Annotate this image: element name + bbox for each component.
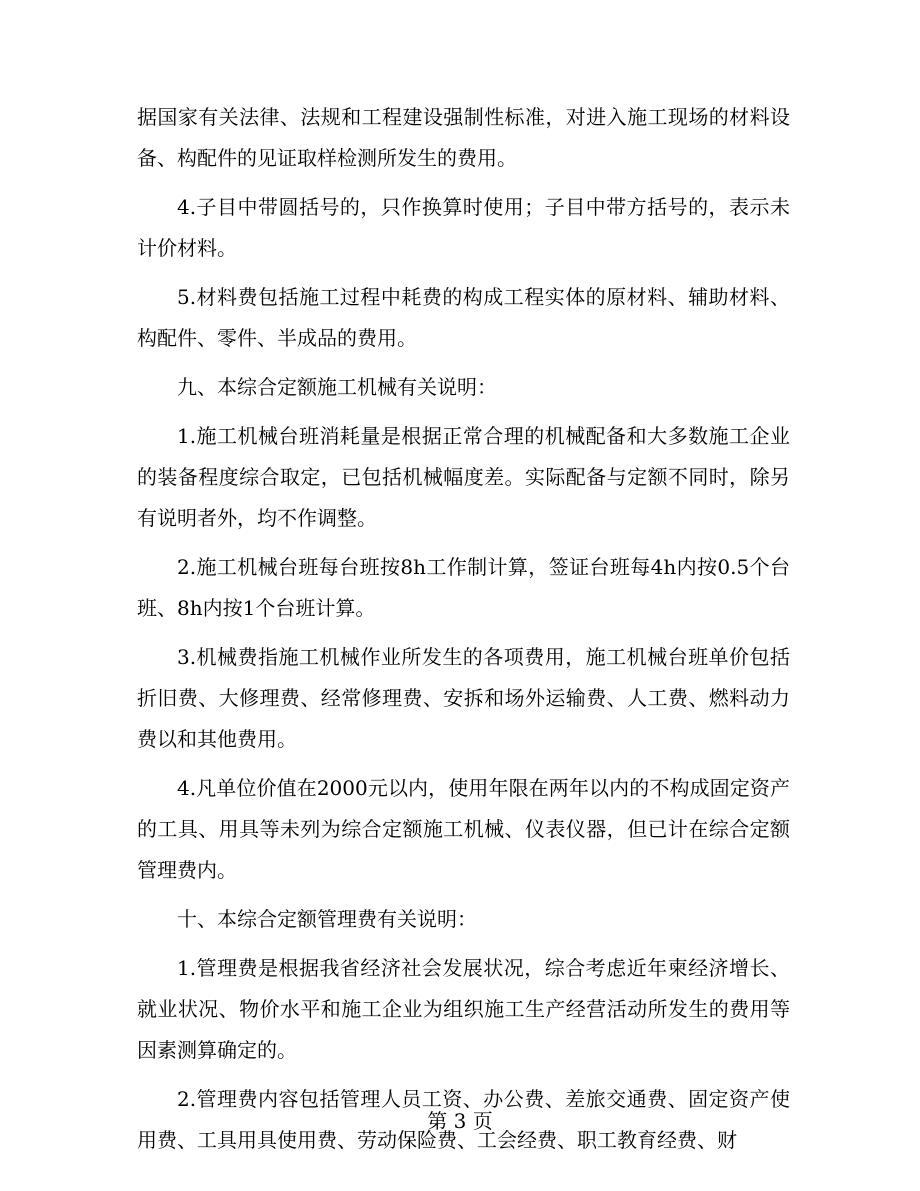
section-heading-9: 九、本综合定额施工机械有关说明： <box>177 375 497 399</box>
paragraph-10: 1.管理费是根据我省经济社会发展状况，综合考虑近年柬经济增长、就业状况、物价水平和施工企业为组织施工生产经营活动所发生的费用等因素测算确定的。 <box>137 956 790 1062</box>
paragraph-7: 3.机械费指施工机械作业所发生的各项费用，施工机械台班单价包括折旧费、大修理费、经常修理费、安拆和场外运输费、人工费、燃料动力费以和其他费用。 <box>137 645 790 751</box>
section-heading-10: 十、本综合定额管理费有关说明： <box>177 907 477 931</box>
paragraph-1: 据国家有关法律、法规和工程建设强制性标准，对进入施工现场的材料设备、构配件的见证取样检测所发生的费用。 <box>137 105 790 170</box>
page-body <box>137 97 790 1169</box>
page-number: 第 3 页 <box>427 1109 493 1133</box>
paragraph-6: 2.施工机械台班每台班按8h工作制计算，签证台班每4h内按0.5个台班、8h内按1个台班计算。 <box>137 555 790 620</box>
paragraph-2: 4.子目中带圆括号的，只作换算时使用；子目中带方括号的，表示未计价材料。 <box>137 195 790 260</box>
paragraph-5: 1.施工机械台班消耗量是根据正常合理的机械配备和大多数施工企业的装备程度综合取定，已包括机械幅度差。实际配备与定额不同时，除另有说明者外，均不作调整。 <box>137 424 790 530</box>
paragraph-3: 5.材料费包括施工过程中耗费的构成工程实体的原材料、辅助材料、构配件、零件、半成品的费用。 <box>137 285 790 350</box>
paragraph-11: 2.管理费内容包括管理人员工资、办公费、差旅交通费、固定资产使用费、工具用具使用费、劳动保险费、工会经费、职工教育经费、财 <box>137 1087 790 1152</box>
paragraph-8: 4.凡单位价值在2000元以内，使用年限在两年以内的不构成固定资产的工具、用具等未列为综合定额施工机械、仪表仪器，但已计在综合定额管理费内。 <box>137 776 790 882</box>
